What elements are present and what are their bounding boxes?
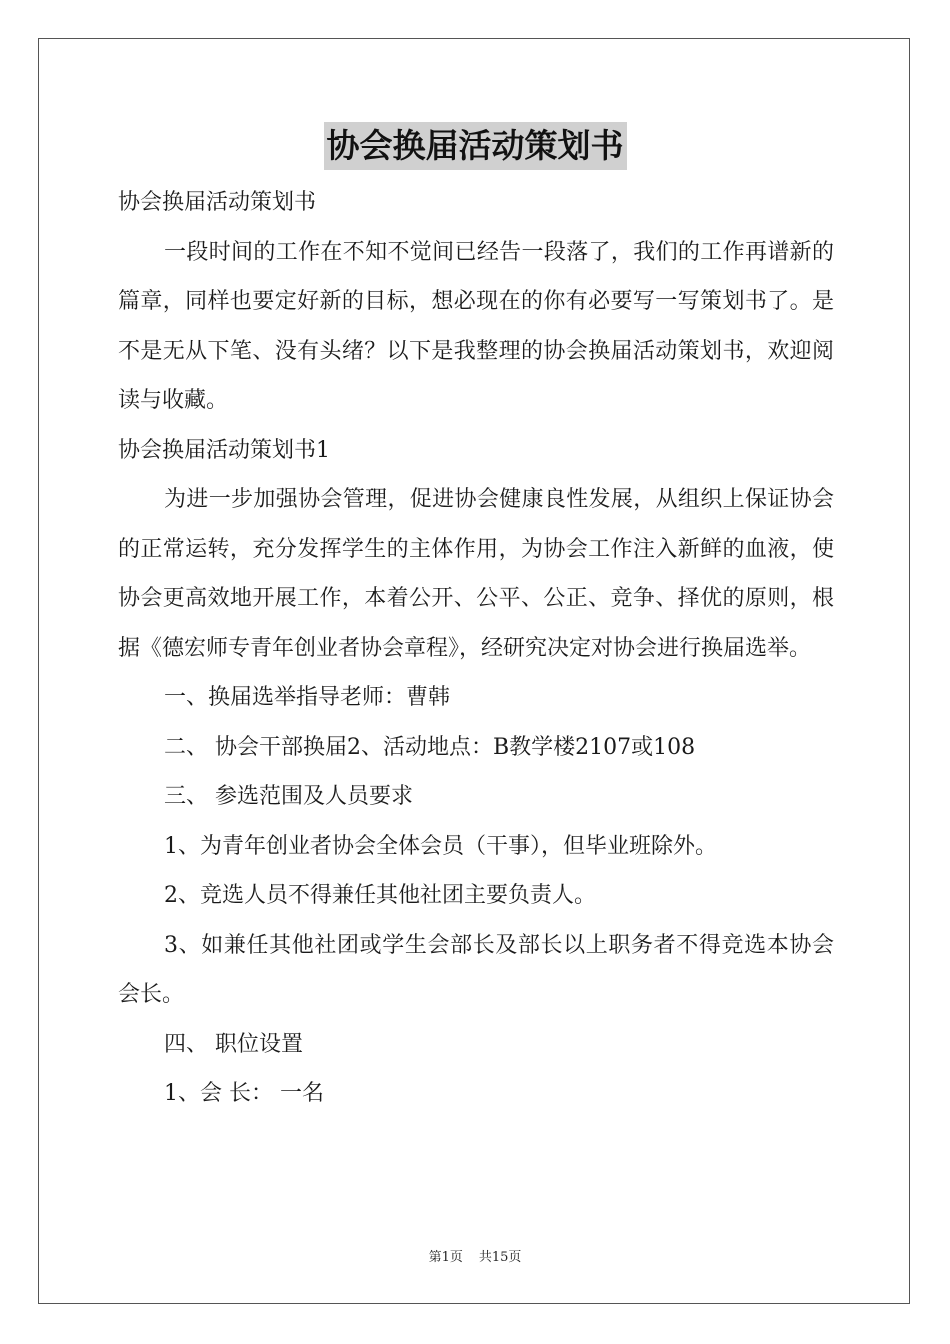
page-total: 共15页 bbox=[478, 1250, 522, 1265]
paragraph: 一、换届选举指导老师：曹韩 bbox=[164, 685, 451, 710]
paragraph: 二、 协会干部换届2、活动地点：B教学楼2107或108 bbox=[164, 734, 696, 760]
paragraph: 一段时间的工作在不知不觉间已经告一段落了，我们的工作再谱新的篇章，同样也要定好新的目标，想必现在的你有必要写一写策划书了。是不是无从下笔、没有头绪？以下是我整理的协会换届活动策划书，欢迎阅读与收藏。 bbox=[118, 239, 834, 413]
paragraph: 1、会 长： 一名 bbox=[164, 1081, 324, 1106]
paragraph: 三、 参选范围及人员要求 bbox=[164, 784, 413, 809]
document-body bbox=[118, 178, 834, 1119]
document-title: 协会换届活动策划书 bbox=[324, 122, 627, 170]
paragraph: 2、竞选人员不得兼任其他社团主要负责人。 bbox=[164, 883, 596, 908]
title-container bbox=[0, 122, 950, 170]
paragraph: 协会换届活动策划书 bbox=[118, 190, 317, 215]
paragraph: 1、为青年创业者协会全体会员（干事），但毕业班除外。 bbox=[164, 833, 717, 859]
page-number: 第1页 bbox=[428, 1250, 463, 1265]
paragraph: 为进一步加强协会管理，促进协会健康良性发展，从组织上保证协会的正常运转，充分发挥学生的主体作用，为协会工作注入新鲜的血液，使协会更高效地开展工作，本着公开、公平、公正、竞争、择优的原则，根据《德宏师专青年创业者协会章程》，经研究决定对协会进行换届选举。 bbox=[118, 487, 834, 661]
paragraph: 协会换届活动策划书1 bbox=[118, 437, 330, 463]
page-footer bbox=[0, 1246, 950, 1265]
paragraph: 3、如兼任其他社团或学生会部长及部长以上职务者不得竞选本协会会长。 bbox=[118, 932, 834, 1007]
paragraph: 四、 职位设置 bbox=[164, 1031, 303, 1057]
